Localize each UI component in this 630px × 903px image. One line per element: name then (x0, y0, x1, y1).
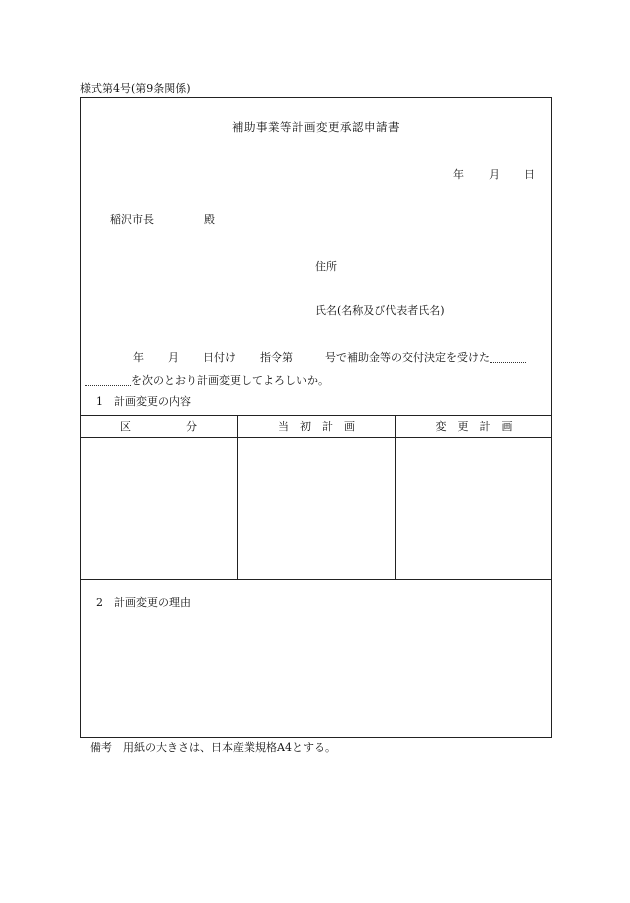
blank-line (85, 373, 131, 386)
honorific: 殿 (204, 213, 215, 226)
plan-change-table (80, 415, 552, 580)
body-text-2: を次のとおり計画変更してよろしいか。 (131, 374, 329, 387)
section-1-heading: 1 計画変更の内容 (96, 395, 191, 408)
body-directive-no: 指令第 (260, 351, 293, 364)
section-2-heading: 2 計画変更の理由 (96, 596, 191, 609)
form-number-label: 様式第4号(第9条関係) (80, 82, 191, 95)
applicant-address-label: 住所 (315, 260, 337, 273)
header-category: 区 分 (120, 420, 197, 433)
body-year: 年 (133, 351, 144, 364)
addressee: 稲沢市長 (110, 213, 154, 226)
body-month: 月 (168, 351, 179, 364)
body-line-2 (85, 373, 329, 386)
header-original-plan: 当 初 計 画 (278, 420, 355, 433)
date-month: 月 (489, 168, 500, 181)
cell-category (80, 438, 237, 579)
cell-original-plan (238, 438, 395, 579)
applicant-name-label: 氏名(名称及び代表者氏名) (315, 304, 445, 317)
cell-changed-plan (396, 438, 552, 579)
header-changed-plan: 変 更 計 画 (435, 420, 513, 433)
document-title: 補助事業等計画変更承認申請書 (232, 120, 400, 134)
body-text-1: 号で補助金等の交付決定を受けた (325, 351, 490, 364)
remarks-note: 備考 用紙の大きさは、日本産業規格A4とする。 (90, 741, 336, 754)
body-dated: 日付け (203, 351, 236, 364)
date-year: 年 (453, 168, 464, 181)
body-line-1 (133, 350, 526, 363)
blank-line (490, 350, 526, 363)
application-form (80, 97, 552, 738)
date-day: 日 (524, 168, 535, 181)
